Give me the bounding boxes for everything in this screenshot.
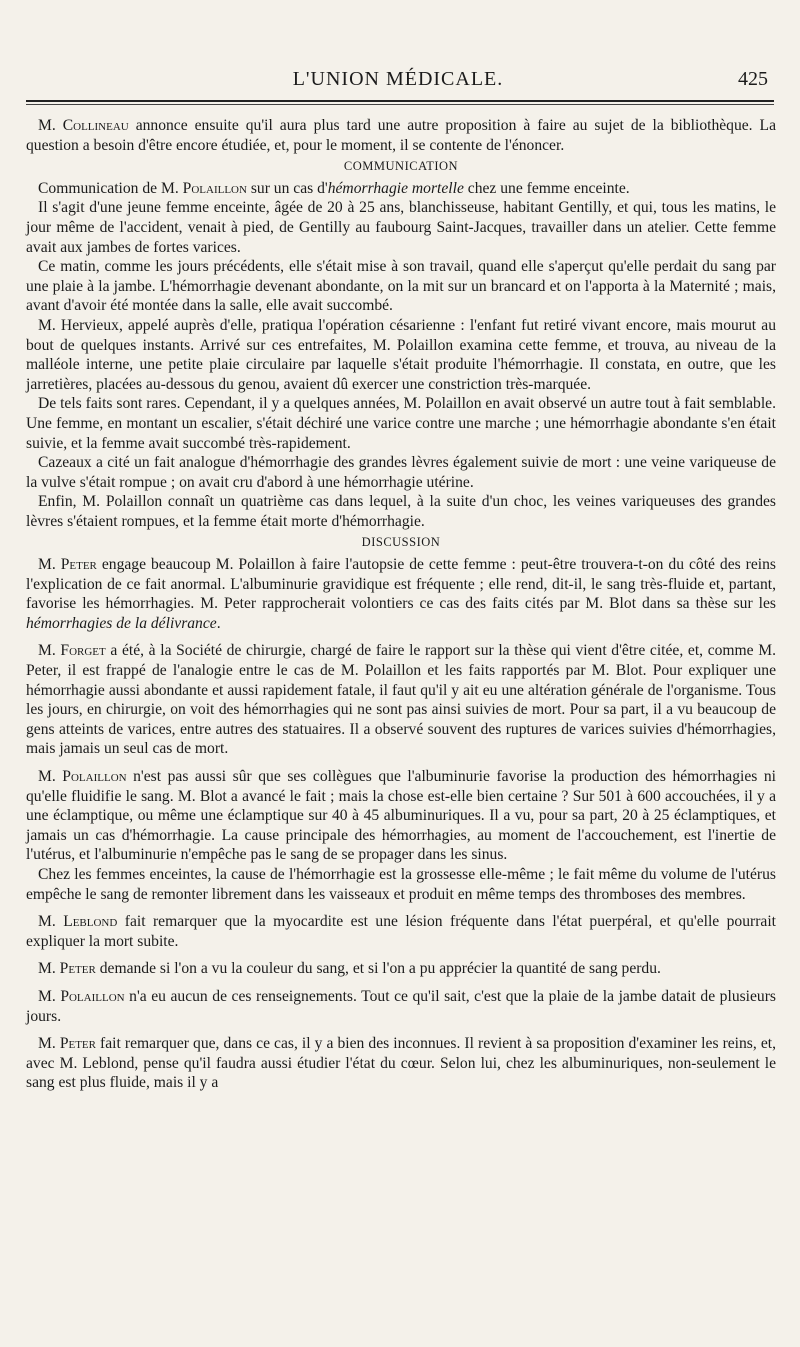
paragraph: M. Hervieux, appelé auprès d'elle, pratiqua l'opération césarienne : l'enfant fut retiré vivant encore, mais mourut au bout de quelques instants. Arrivé sur ces entrefaites, M. Polaillon examina cette femme, et trouva, au niveau de la malléole interne, une petite plaie circulaire par laquelle s'était produite l'hémorrhagie. Il constata, en outre, que les jarretières, placées au-dessous du genou, avaient dû exercer une constriction très-marquée. xyxy=(26,316,776,393)
paragraph: Chez les femmes enceintes, la cause de l'hémorrhagie est la grossesse elle-même ; le fait même du volume de l'utérus empêche le sang de remonter librement dans les vaisseaux et produit en même temps des thromboses des membres. xyxy=(26,865,776,903)
speaker-name: M. Collineau xyxy=(38,117,129,134)
journal-title: L'UNION MÉDICALE. xyxy=(292,68,504,90)
speaker-name: M. Polaillon xyxy=(38,768,127,785)
article-body xyxy=(26,116,776,1093)
paragraph: Ce matin, comme les jours précédents, elle s'était mise à son travail, quand elle s'aperçut qu'elle perdait du sang par une plaie à la jambe. L'hémorrhagie devenant abondante, on la mit sur un brancard et on l'apporta à la Maternité ; mais, avant d'avoir été montée dans la salle, elle avait succombé. xyxy=(26,258,776,315)
speaker-name: M. Peter xyxy=(38,1035,96,1053)
paragraph: Cazeaux a cité un fait analogue d'hémorrhagie des grandes lèvres également suivie de mort : une veine variqueuse de la vulve s'était rompue ; on avait cru d'abord à une hémorrhagie utérine. xyxy=(26,454,776,491)
header-rule xyxy=(26,100,774,102)
italic-term: hémorrhagies de la délivrance xyxy=(26,614,217,632)
paragraph: M. Peter demande si l'on a vu la couleur du sang, et si l'on a pu apprécier la quantité de sang perdu. xyxy=(38,960,661,978)
speaker-name: M. Forget xyxy=(38,642,106,660)
speaker-name: M. Polaillon xyxy=(38,987,125,1005)
paragraph: M. Leblond fait remarquer que la myocardite est une lésion fréquente dans l'état puerpéral, et qu'elle pourrait expliquer la mort subite. xyxy=(26,913,776,950)
speaker-name: Polaillon xyxy=(182,179,247,197)
paragraph: M. Forget a été, à la Société de chirurgie, chargé de faire le rapport sur la thèse qui vient d'être citée, et, comme M. Peter, il est frappé de l'analogie entre le cas de M. Polaillon et les faits rapportés par M. Blot. Pour expliquer une hémorrhagie aussi abondante et aussi rapidement fatale, il faut qu'il y ait eu une altération générale de l'organisme. Tous les jours, en chirurgie, on voit des hémorrhagies qui ne sont pas ainsi suivies de mort. Pour sa part, il a vu beaucoup de gens atteints de varices, entre autres des statuaires. Il a observé souvent des ruptures de varices suivies d'hémorrhagies, mais jamais un seul cas de mort. xyxy=(26,642,777,758)
page-number: 425 xyxy=(738,68,768,90)
speaker-name: M. Peter xyxy=(38,556,97,574)
paragraph: M. Polaillon n'est pas aussi sûr que ses collègues que l'albuminurie favorise la production des hémorrhagies ni qu'elle fluidifie le sang. M. Blot a avancé le fait ; mais la chose est-elle bien certaine ? Sur 501 à 600 accouchées, il y a une éclamptique, ou même une éclamptique sur 40 à 45 albuminuriques. Il a vu, pour sa part, 20 à 25 éclamptiques, et jamais un cas d'hémorrhagie. La cause principale des hémorrhagies, au moment de l'accouchement, est l'inertie de l'utérus, et l'albuminurie n'empêche pas le sang de se propager dans les sinus. xyxy=(26,768,776,864)
paragraph: M. Peter engage beaucoup M. Polaillon à faire l'autopsie de cette femme : peut-être trouvera-t-on du côté des reins l'explication de ce fait anormal. L'albuminurie gravidique est fréquente ; elle rend, dit-il, le sang très-fluide et, partant, favorise les hémorrhagies. M. Peter rapprocherait volontiers ce cas des faits cités par M. Blot dans sa thèse sur les hémorrhagies de la délivrance. xyxy=(26,556,776,632)
italic-term: hémorrhagie mortelle xyxy=(327,179,464,197)
paragraph: Il s'agit d'une jeune femme enceinte, âgée de 20 à 25 ans, blanchisseuse, habitant Gentilly, et qui, tous les matins, le jour même de l'accident, venait à pied, de Gentilly au faubourg Saint-Jacques, travailler dans un atelier. Cette femme avait aux jambes de fortes varices. xyxy=(26,199,776,256)
paragraph: Communication de M. Polaillon sur un cas d'hémorrhagie mortelle chez une femme enceinte. xyxy=(38,179,630,197)
paragraph: Enfin, M. Polaillon connaît un quatrième cas dans lequel, à la suite d'un choc, les veines variqueuses des grandes lèvres s'étaient rompues, et la femme était morte d'hémorrhagie. xyxy=(26,493,776,530)
paragraph: De tels faits sont rares. Cependant, il y a quelques années, M. Polaillon en avait observé un autre tout à fait semblable. Une femme, en montant un escalier, s'était déchiré une varice contre une marche ; une hémorrhagie abondante s'en était suivie, et la femme avait succombé très-rapidement. xyxy=(26,395,776,452)
paragraph: M. Peter fait remarquer que, dans ce cas, il y a bien des inconnues. Il revient à sa proposition d'examiner les reins, et, avec M. Leblond, pense qu'il faudra aussi étudier l'état du cœur. Selon lui, chez les albuminuriques, non-seulement le sang est plus fluide, mais il y a xyxy=(26,1035,776,1092)
page-header xyxy=(22,68,774,98)
paragraph: M. Collineau annonce ensuite qu'il aura plus tard une autre proposition à faire au sujet de la bibliothèque. La question a besoin d'être encore étudiée, et, pour le moment, il se contente de l'énoncer. xyxy=(26,117,776,154)
speaker-name: M. Peter xyxy=(38,960,96,978)
section-heading-communication: COMMUNICATION xyxy=(343,159,459,174)
section-heading-discussion: DISCUSSION xyxy=(361,535,441,550)
header-rule-thin xyxy=(26,104,774,105)
paragraph: M. Polaillon n'a eu aucun de ces renseignements. Tout ce qu'il sait, c'est que la plaie de la jambe datait de plusieurs jours. xyxy=(26,987,776,1025)
speaker-name: M. Leblond xyxy=(38,913,118,931)
